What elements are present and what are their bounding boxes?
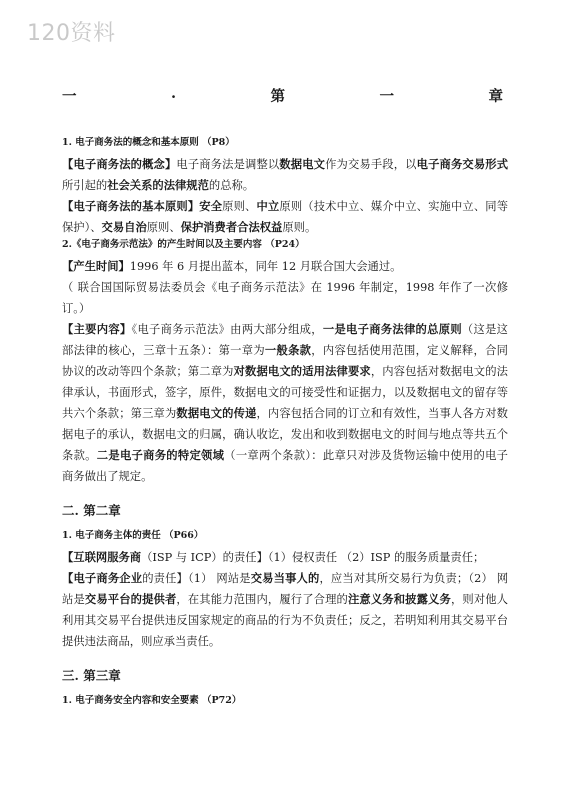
body-text: （这是这部法律的核心，三章十五条）：第一章为 [62, 323, 508, 357]
chapter-1-title [62, 85, 503, 106]
body-text: 原则。 [282, 221, 317, 234]
paragraph [62, 547, 508, 568]
chapter-title-char: 一 [62, 88, 77, 105]
emphasis-text: 安全 [199, 199, 223, 213]
paragraph [62, 196, 508, 238]
emphasis-text: 电子商务交易形式 [416, 157, 508, 171]
emphasis-text: 交易自治 [101, 220, 147, 234]
section-heading: 1. 电子商务主体的责任 （P66） [62, 530, 204, 541]
emphasis-text: 【电子商务法的概念】 [62, 157, 177, 171]
paragraph [62, 568, 508, 652]
emphasis-text: 数据电文的传递 [176, 406, 257, 420]
section-heading: 1. 电子商务法的概念和基本原则 （P8） [62, 137, 235, 148]
emphasis-text: 中立 [256, 199, 280, 213]
emphasis-text: 【产生时间】 [62, 259, 130, 273]
body-text: ，内容包括对数据电文的法律承认，书面形式，签字，原件，数据电文的可接受性和证据力，以及数据电文的留存等共六个条款；第三章为 [62, 365, 508, 420]
emphasis-text: 交易平台的提供者 [84, 592, 177, 606]
chapter-2-title: 二. 第二章 [62, 503, 121, 518]
body-text: （ 联合国国际贸易法委员会《电子商务示范法》在 1996 年制定，1998 年作了一次修订。） [62, 281, 508, 315]
document-body [62, 136, 508, 712]
emphasis-text: 【电子商务法的基本原则】 [62, 199, 200, 213]
body-text: ，内容包括合同的订立和有效性，当事人各方对数据电子的承认，数据电文的归属，确认收讫，发出和收到数据电文的时间与地点等共五个条款。 [62, 407, 508, 462]
body-text: 的总称。 [208, 179, 255, 192]
emphasis-text: 对数据电文的适用法律要求 [233, 364, 371, 378]
paragraph [62, 256, 508, 277]
emphasis-text: 数据电文 [279, 157, 326, 171]
emphasis-text: 一是电子商务法律的总原则 [322, 322, 462, 336]
emphasis-text: 二是电子商务的特定领域 [96, 448, 225, 462]
body-text: 《电子商务示范法》由两大部分组成， [131, 323, 323, 336]
emphasis-text: 【互联网服务商 [62, 550, 142, 564]
section-heading: 1. 电子商务安全内容和安全要素 （P72） [62, 695, 242, 706]
body-text: 1996 年 6 月提出蓝本，同年 12 月联合国大会通过。 [129, 260, 402, 273]
section-2 [62, 238, 508, 487]
emphasis-text: 【电子商务企业 [62, 571, 143, 585]
body-text: （ISP 与 ICP）的责任】（1）侵权责任 （2）ISP 的服务质量责任； [141, 551, 485, 564]
emphasis-text: 社会关系的法律规范 [107, 178, 209, 192]
body-text: ，应当对其所交易行为负责；（2） 网站是 [62, 572, 508, 606]
emphasis-text: 一般条款 [264, 343, 312, 357]
body-text: ，内容包括使用范围，定义解释，合同协议的改动等四个条款；第二章为 [62, 344, 508, 378]
body-text: 原则（技术中立、媒介中立、实施中立、同等保护）、 [62, 200, 508, 234]
body-text: （一章两个条款）：此章只对涉及货物运输中使用的电子商务做出了规定。 [62, 449, 508, 483]
chapter-title-char: 章 [488, 88, 503, 105]
section-heading: 2.《电子商务示范法》的产生时间以及主要内容 （P24） [62, 239, 305, 250]
emphasis-text: 交易当事人的 [250, 571, 320, 585]
watermark: 120资料 [27, 21, 116, 46]
chapter-title-char: . [170, 85, 177, 102]
paragraph [62, 154, 508, 196]
body-text: 原则、 [222, 200, 257, 213]
paragraph [62, 277, 508, 319]
body-text: ，则对他人利用其交易平台提供违反国家规定的商品的行为不负责任；反之，若明知利用其交易平台提供违法商品，则应承当责任。 [62, 593, 508, 648]
paragraph [62, 319, 508, 487]
body-text: 所引起的 [62, 179, 108, 192]
body-text: 的责任】（1） 网站是 [142, 572, 251, 585]
emphasis-text: 注意义务和披露义务 [347, 592, 451, 606]
emphasis-text: 保护消费者合法权益 [180, 220, 283, 234]
body-text: 原则、 [146, 221, 181, 234]
chapter-title-char: 一 [379, 88, 395, 105]
emphasis-text: 【主要内容】 [62, 322, 132, 336]
body-text: 作为交易手段，以 [325, 158, 417, 171]
chapter-title-char: 第 [270, 88, 286, 105]
chapter-3-title: 三. 第三章 [62, 668, 121, 683]
body-text: ，在其能力范围内，履行了合理的 [176, 593, 348, 606]
body-text: 电子商务法是调整以 [176, 158, 280, 171]
section-1 [62, 136, 508, 238]
